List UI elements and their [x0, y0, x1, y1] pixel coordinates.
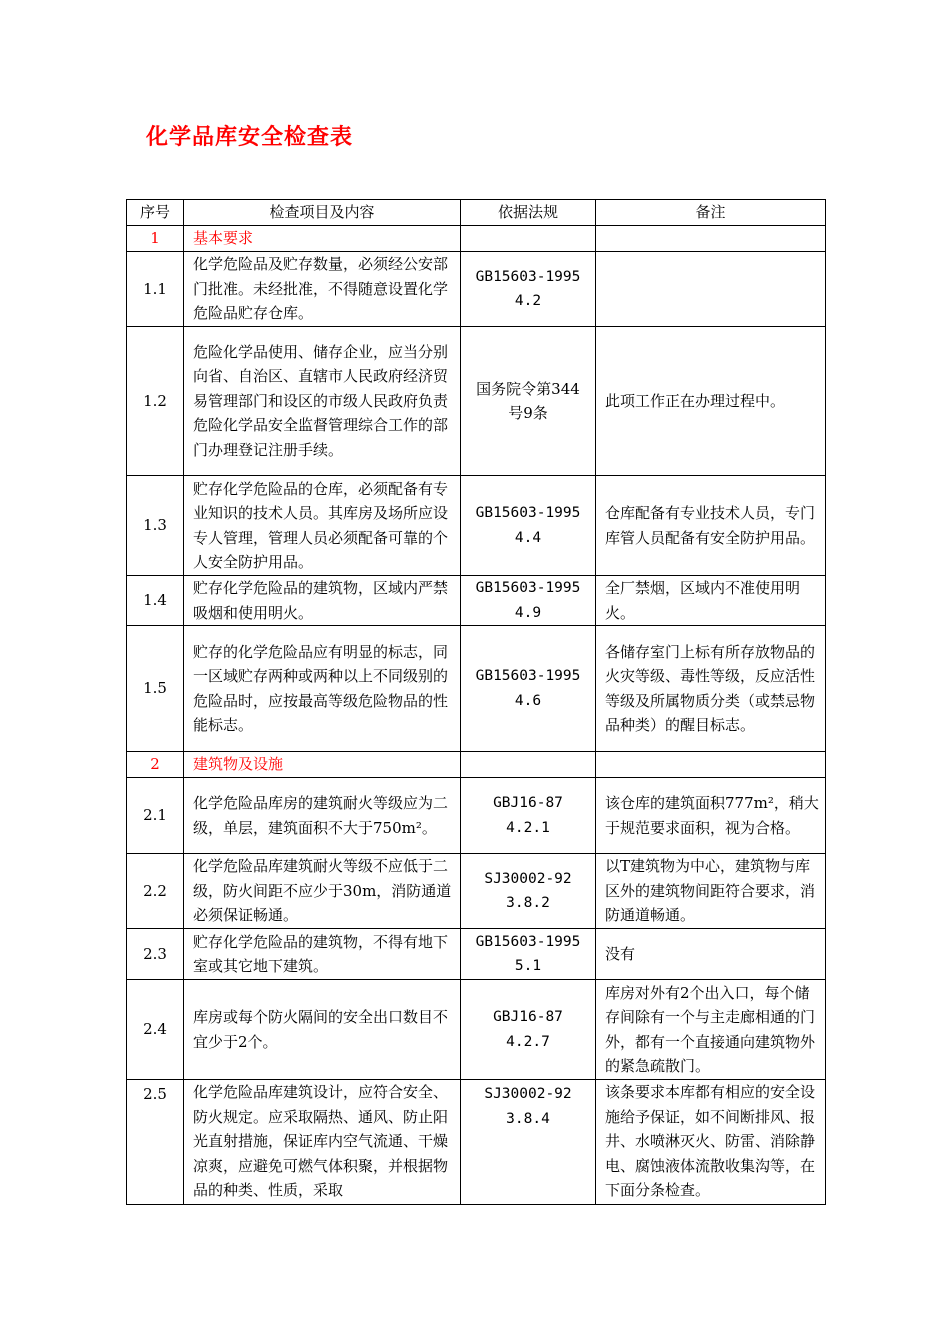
row-item: 化学危险品库建筑耐火等级不应低于二级，防火间距不应少于30m，消防通道必须保证畅通。	[184, 854, 461, 929]
row-law	[461, 980, 596, 1080]
row-no: 2.1	[127, 778, 184, 854]
row-law	[461, 626, 596, 752]
row-note: 各储存室门上标有所存放物品的火灾等级、毒性等级，反应活性等级及所属物质分类（或禁忌物品种类）的醒目标志。	[596, 626, 826, 752]
safety-checklist-table	[126, 199, 826, 1205]
table-row	[127, 929, 826, 980]
row-law	[461, 327, 596, 476]
table-row	[127, 252, 826, 327]
section-name: 基本要求	[184, 226, 461, 252]
empty-cell	[461, 226, 596, 252]
row-law	[461, 576, 596, 626]
row-law	[461, 778, 596, 854]
row-item: 贮存化学危险品的仓库，必须配备有专业知识的技术人员。其库房及场所应设专人管理，管理人员必须配备可靠的个人安全防护用品。	[184, 476, 461, 576]
row-item: 贮存化学危险品的建筑物，不得有地下室或其它地下建筑。	[184, 929, 461, 980]
row-no: 1.3	[127, 476, 184, 576]
row-item: 贮存化学危险品的建筑物，区域内严禁吸烟和使用明火。	[184, 576, 461, 626]
row-note: 以T建筑物为中心，建筑物与库区外的建筑物间距符合要求，消防通道畅通。	[596, 854, 826, 929]
row-no: 1.2	[127, 327, 184, 476]
row-law	[461, 1080, 596, 1205]
law-clause: 3.8.4	[506, 1110, 550, 1127]
law-code: GB15603-1995	[475, 933, 581, 950]
table-row	[127, 576, 826, 626]
empty-cell	[596, 226, 826, 252]
document-title: 化学品库安全检查表	[146, 125, 354, 150]
law-clause: 4.9	[514, 604, 542, 621]
row-law	[461, 476, 596, 576]
section-row	[127, 226, 826, 252]
table-row	[127, 476, 826, 576]
law-code: GB15603-1995	[475, 268, 581, 285]
row-note: 库房对外有2个出入口，每个储存间除有一个与主走廊相通的门外，都有一个直接通向建筑物外的紧急疏散门。	[596, 980, 826, 1080]
empty-cell	[596, 752, 826, 778]
section-no: 2	[127, 752, 184, 778]
row-no: 1.1	[127, 252, 184, 327]
law-clause: 号9条	[508, 404, 548, 422]
law-code: SJ30002-92	[484, 870, 572, 887]
table-row	[127, 1080, 826, 1205]
row-item: 贮存的化学危险品应有明显的标志，同一区域贮存两种或两种以上不同级别的危险品时，应按最高等级危险物品的性能标志。	[184, 626, 461, 752]
row-item: 化学危险品库房的建筑耐火等级应为二级，单层，建筑面积不大于750m²。	[184, 778, 461, 854]
header-note: 备注	[596, 200, 826, 226]
law-clause: 3.8.2	[506, 895, 550, 911]
row-no: 2.2	[127, 854, 184, 929]
law-code: 国务院令第344	[476, 379, 580, 398]
law-code: GB15603-1995	[475, 580, 581, 596]
row-item: 化学危险品及贮存数量，必须经公安部门批准。未经批准，不得随意设置化学危险品贮存仓库。	[184, 252, 461, 327]
section-no: 1	[127, 226, 184, 252]
row-no: 2.3	[127, 929, 184, 980]
header-no: 序号	[127, 200, 184, 226]
row-note	[596, 252, 826, 327]
row-no: 1.5	[127, 626, 184, 752]
table-row	[127, 327, 826, 476]
row-note: 此项工作正在办理过程中。	[596, 327, 826, 476]
row-note: 该条要求本库都有相应的安全设施给予保证，如不间断排风、报井、水喷淋灭火、防雷、消除静电、腐蚀液体流散收集沟等，在下面分条检查。	[596, 1080, 826, 1205]
law-code: SJ30002-92	[484, 1086, 572, 1102]
row-item: 化学危险品库建筑设计，应符合安全、防火规定。应采取隔热、通风、防止阳光直射措施，保证库内空气流通、干燥凉爽，应避免可燃气体积聚，并根据物品的种类、性质，采取	[184, 1080, 461, 1205]
row-no: 2.5	[127, 1080, 184, 1205]
row-law	[461, 929, 596, 980]
law-clause: 4.2.7	[506, 1033, 550, 1050]
law-clause: 4.6	[514, 692, 542, 709]
row-no: 1.4	[127, 576, 184, 626]
header-law: 依据法规	[461, 200, 596, 226]
law-code: GBJ16-87	[493, 1009, 563, 1025]
row-item: 库房或每个防火隔间的安全出口数目不宜少于2个。	[184, 980, 461, 1080]
law-clause: 4.2.1	[506, 819, 550, 836]
law-clause: 5.1	[514, 958, 542, 974]
row-law	[461, 854, 596, 929]
row-item: 危险化学品使用、储存企业，应当分别向省、自治区、直辖市人民政府经济贸易管理部门和设区的市级人民政府负责危险化学品安全监督管理综合工作的部门办理登记注册手续。	[184, 327, 461, 476]
table-row	[127, 626, 826, 752]
row-note: 没有	[596, 929, 826, 980]
table-row	[127, 980, 826, 1080]
row-note: 全厂禁烟，区域内不准使用明火。	[596, 576, 826, 626]
row-law	[461, 252, 596, 327]
table-row	[127, 854, 826, 929]
header-row	[127, 200, 826, 226]
table-row	[127, 778, 826, 854]
row-no: 2.4	[127, 980, 184, 1080]
law-code: GB15603-1995	[475, 668, 581, 684]
section-name: 建筑物及设施	[184, 752, 461, 778]
law-clause: 4.4	[514, 529, 542, 546]
header-item: 检查项目及内容	[184, 200, 461, 226]
section-row	[127, 752, 826, 778]
law-code: GB15603-1995	[475, 505, 581, 521]
empty-cell	[461, 752, 596, 778]
row-note: 仓库配备有专业技术人员，专门库管人员配备有安全防护用品。	[596, 476, 826, 576]
row-note: 该仓库的建筑面积777m²，稍大于规范要求面积，视为合格。	[596, 778, 826, 854]
law-clause: 4.2	[514, 293, 542, 309]
law-code: GBJ16-87	[493, 795, 563, 811]
